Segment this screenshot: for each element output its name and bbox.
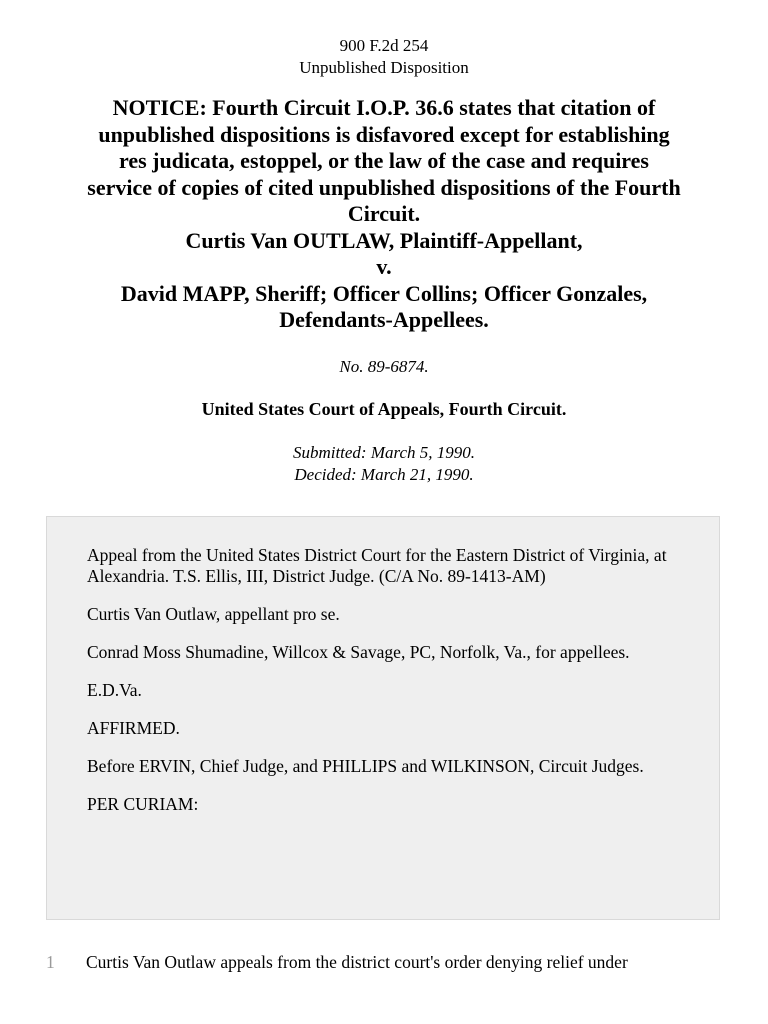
- notice-line: service of copies of cited unpublished dispositions of the Fourth: [87, 174, 681, 200]
- docket-number: No. 89-6874.: [339, 356, 429, 376]
- paragraph-number: 1: [46, 952, 55, 972]
- decided-date: Decided: March 21, 1990.: [294, 464, 474, 484]
- case-title: [40, 95, 728, 334]
- document-header: [0, 0, 768, 486]
- case-dates: [0, 442, 768, 486]
- defendants-role: Defendants-Appellees.: [279, 307, 489, 332]
- notice-line: Circuit.: [347, 201, 421, 226]
- opinion-paragraph: [46, 951, 726, 973]
- appellant-counsel: Curtis Van Outlaw, appellant pro se.: [87, 604, 340, 624]
- panel-judges: Before ERVIN, Chief Judge, and PHILLIPS and WILKINSON, Circuit Judges.: [87, 756, 644, 776]
- paragraph-text: Curtis Van Outlaw appeals from the district court's order denying relief under: [86, 952, 628, 972]
- disposition-result: AFFIRMED.: [87, 718, 180, 738]
- case-summary-box: [46, 516, 720, 920]
- submitted-date: Submitted: March 5, 1990.: [292, 442, 476, 462]
- court-name: United States Court of Appeals, Fourth Circuit.: [201, 398, 567, 419]
- appeal-from: Appeal from the United States District Court for the Eastern District of Virginia, at Alexandria. T.S. Ellis, III, District Judge. (C/A No. 89-1413-AM): [87, 545, 667, 586]
- disposition-label: Unpublished Disposition: [299, 58, 469, 77]
- notice-line: res judicata, estoppel, or the law of the case and requires: [118, 148, 649, 173]
- district-abbrev: E.D.Va.: [87, 680, 142, 700]
- versus-label: v.: [376, 254, 392, 279]
- opinion-author: PER CURIAM:: [87, 794, 199, 814]
- plaintiff-party: Curtis Van OUTLAW, Plaintiff-Appellant,: [185, 227, 583, 253]
- notice-line: unpublished dispositions is disfavored except for establishing: [98, 121, 670, 147]
- defendants-party: David MAPP, Sheriff; Officer Collins; Officer Gonzales,: [120, 280, 648, 306]
- appellee-counsel: Conrad Moss Shumadine, Willcox & Savage, PC, Norfolk, Va., for appellees.: [87, 642, 630, 662]
- notice-line: NOTICE: Fourth Circuit I.O.P. 36.6 states that citation of: [112, 95, 656, 120]
- reporter-citation: 900 F.2d 254: [339, 36, 429, 55]
